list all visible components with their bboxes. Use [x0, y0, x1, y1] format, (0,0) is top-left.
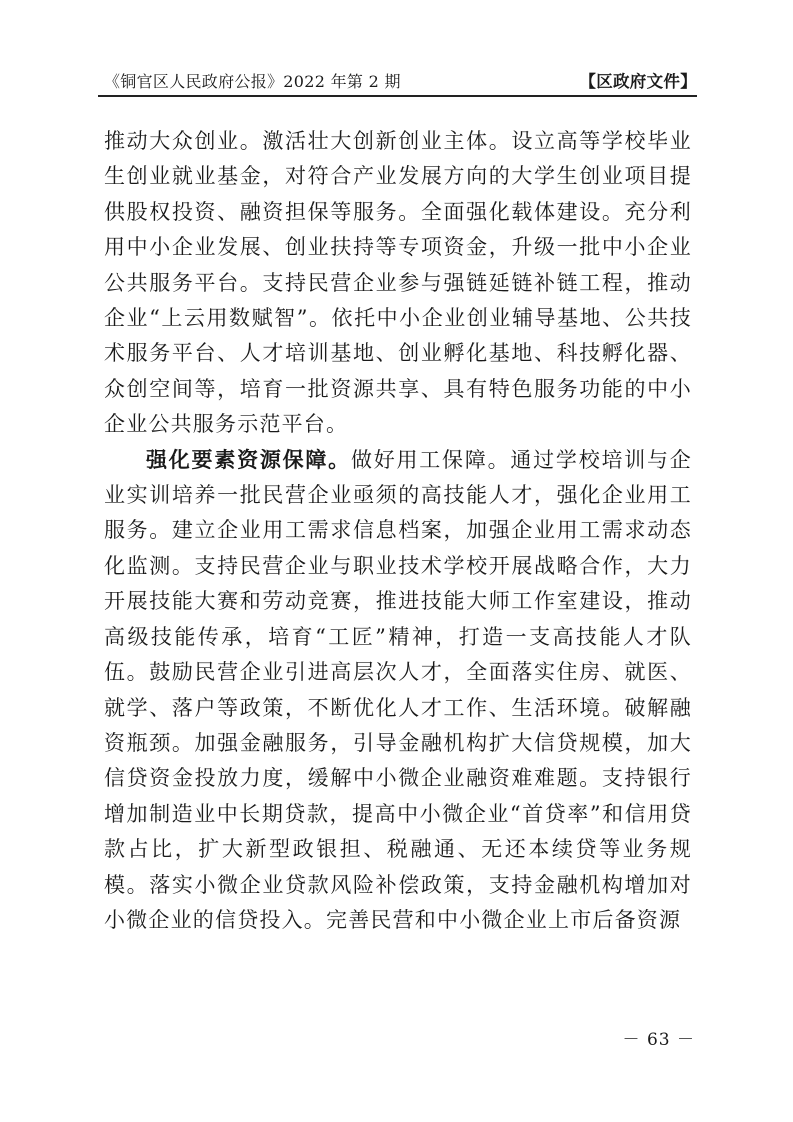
paragraph-2-text: 做好用工保障。通过学校培训与企业实训培养一批民营企业亟须的高技能人才，强化企业用工服务。建立企业用工需求信息档案，加强企业用工需求动态化监测。支持民营企业与职业技术学校开展战略合作，大力开展技能大赛和劳动竞赛，推进技能大师工作室建设，推动高级技能传承，培育“工匠”精神，打造一支高技能人才队伍。鼓励民营企业引进高层次人才，全面落实住房、就医、就学、落户等政策，不断优化人才工作、生活环境。破解融资瓶颈。加强金融服务，引导金融机构扩大信贷规模，加大信贷资金投放力度，缓解中小微企业融资难难题。支持银行增加制造业中长期贷款，提高中小微企业“首贷率”和信用贷款占比，扩大新型政银担、税融通、无还本续贷等业务规模。落实小微企业贷款风险补偿政策，支持金融机构增加对小微企业的信贷投入。完善民营和中小微企业上市后备资源 — [104, 447, 692, 932]
page-header — [104, 58, 697, 92]
page-number: － 63 － — [622, 1030, 695, 1050]
paragraph-2 — [104, 443, 692, 939]
section-label: 【区政府文件】 — [579, 72, 697, 91]
publication-title: 《铜官区人民政府公报》2022 年第 2 期 — [104, 72, 401, 91]
paragraph-2-lead: 强化要素资源保障。 — [146, 447, 351, 472]
header-rule — [98, 95, 697, 97]
paragraph-1 — [104, 124, 692, 443]
paragraph-1-text: 推动大众创业。激活壮大创新创业主体。设立高等学校毕业生创业就业基金，对符合产业发展方向的大学生创业项目提供股权投资、融资担保等服务。全面强化载体建设。充分利用中小企业发展、创业扶持等专项资金，升级一批中小企业公共服务平台。支持民营企业参与强链延链补链工程，推动企业“上云用数赋智”。依托中小企业创业辅导基地、公共技术服务平台、人才培训基地、创业孵化基地、科技孵化器、众创空间等，培育一批资源共享、具有特色服务功能的中小企业公共服务示范平台。 — [104, 129, 692, 437]
body-text — [104, 124, 692, 938]
